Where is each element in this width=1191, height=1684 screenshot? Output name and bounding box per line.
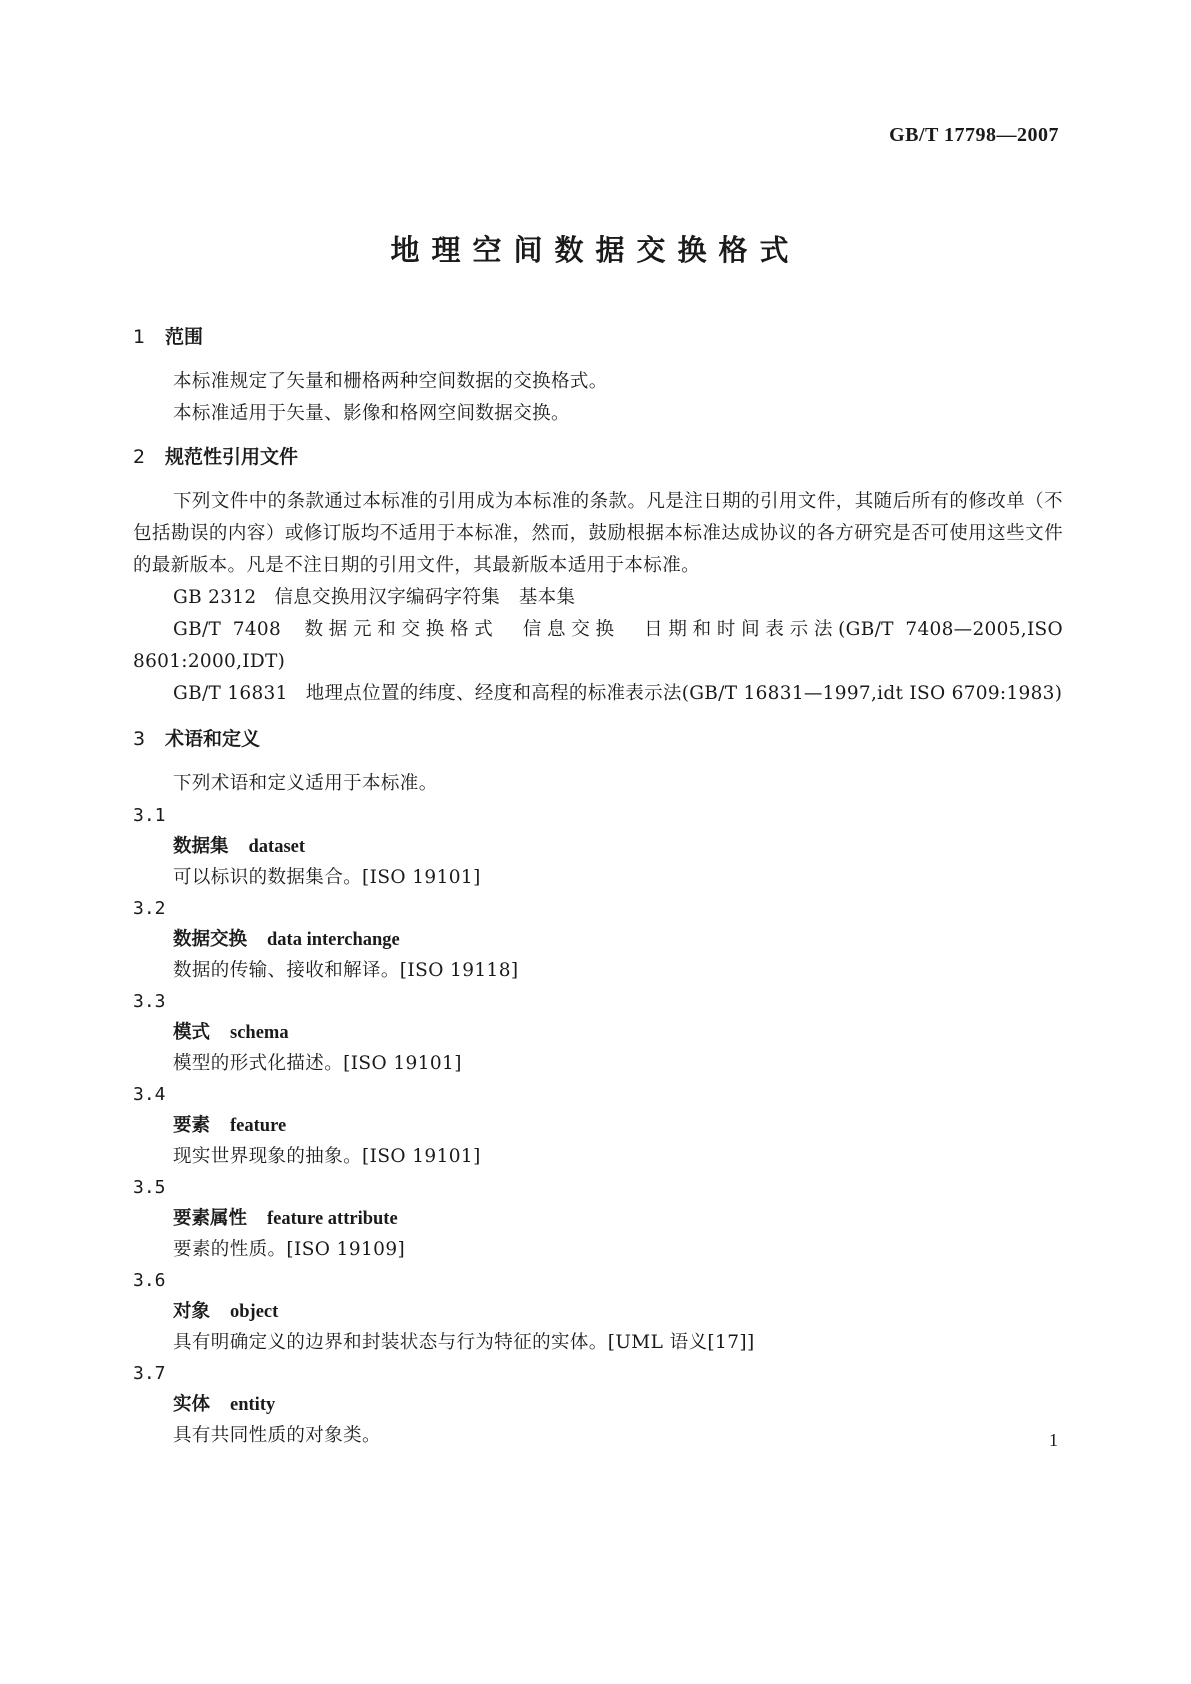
term-name xyxy=(133,1110,1063,1141)
term-name-en: feature xyxy=(230,1116,287,1136)
term-name xyxy=(133,924,1063,955)
term-number: 3.5 xyxy=(133,1177,166,1198)
paragraph: 本标准规定了矢量和栅格两种空间数据的交换格式。 xyxy=(173,371,608,392)
reference-code: GB/T 16831 xyxy=(173,683,288,704)
term-name-zh: 数据交换 xyxy=(173,929,248,950)
term-name-zh: 要素 xyxy=(173,1115,211,1136)
term-name xyxy=(133,1296,1063,1327)
term-definition: 现实世界现象的抽象。[ISO 19101] xyxy=(173,1146,481,1167)
term-definition: 数据的传输、接收和解译。[ISO 19118] xyxy=(173,960,519,981)
reference-title: 数据元和交换格式 信息交换 日期和时间表示法(GB/T 7408—2005,ISO 8601:2000,IDT) xyxy=(133,619,1063,672)
term-definition: 模型的形式化描述。[ISO 19101] xyxy=(173,1053,462,1074)
section-number: 1 xyxy=(133,326,146,348)
term-name xyxy=(133,1203,1063,1234)
term-name-en: feature attribute xyxy=(267,1209,398,1229)
reference-list xyxy=(133,582,1063,710)
reference-code: GB/T 7408 xyxy=(173,619,282,640)
term-number: 3.7 xyxy=(133,1363,166,1384)
term-name-zh: 要素属性 xyxy=(173,1208,248,1229)
section-number: 2 xyxy=(133,446,146,468)
section-title: 术语和定义 xyxy=(165,728,261,750)
term-name-en: object xyxy=(230,1302,279,1322)
section-title: 规范性引用文件 xyxy=(165,446,299,468)
reference-code: GB 2312 xyxy=(173,587,257,608)
reference-item xyxy=(133,614,1063,678)
term-definition: 要素的性质。[ISO 19109] xyxy=(173,1239,406,1260)
reference-item xyxy=(133,582,1063,614)
section-number: 3 xyxy=(133,728,146,750)
term-definition: 具有明确定义的边界和封装状态与行为特征的实体。[UML 语义[17]] xyxy=(173,1332,755,1353)
term-name-en: schema xyxy=(230,1023,289,1043)
section-heading-scope xyxy=(133,322,1063,352)
page-number: 1 xyxy=(1049,1430,1058,1450)
section-heading-terms xyxy=(133,724,1063,754)
term-number: 3.2 xyxy=(133,898,166,919)
term-name-zh: 对象 xyxy=(173,1301,211,1322)
term-name-en: entity xyxy=(230,1395,276,1415)
paragraph: 下列术语和定义适用于本标准。 xyxy=(173,773,438,794)
term-number: 3.1 xyxy=(133,805,166,826)
paragraph: 本标准适用于矢量、影像和格网空间数据交换。 xyxy=(173,403,570,424)
term-number: 3.6 xyxy=(133,1270,166,1291)
paragraph: 下列文件中的条款通过本标准的引用成为本标准的条款。凡是注日期的引用文件，其随后所有的修改单（不包括勘误的内容）或修订版均不适用于本标准，然而，鼓励根据本标准达成协议的各方研究是否可使用这些文件的最新版本。凡是不注日期的引用文件，其最新版本适用于本标准。 xyxy=(133,491,1063,576)
term-name-zh: 模式 xyxy=(173,1022,211,1043)
term-name-en: dataset xyxy=(248,837,306,857)
term-definition: 具有共同性质的对象类。 xyxy=(173,1425,381,1446)
document-title: 地理空间数据交换格式 xyxy=(390,233,801,267)
term-number: 3.4 xyxy=(133,1084,166,1105)
term-name-zh: 数据集 xyxy=(173,836,229,857)
term-name xyxy=(133,831,1063,862)
term-number: 3.3 xyxy=(133,991,166,1012)
term-name xyxy=(133,1017,1063,1048)
term-name xyxy=(133,1389,1063,1420)
document-body xyxy=(133,322,1063,1451)
section-title: 范围 xyxy=(165,326,204,348)
term-definition: 可以标识的数据集合。[ISO 19101] xyxy=(173,867,481,888)
reference-title: 信息交换用汉字编码字符集 基本集 xyxy=(274,587,576,608)
section-heading-normative-refs xyxy=(133,442,1063,472)
term-name-zh: 实体 xyxy=(173,1394,211,1415)
reference-title: 地理点位置的纬度、经度和高程的标准表示法(GB/T 16831—1997,idt ISO 6709:1983) xyxy=(305,683,1063,704)
term-name-en: data interchange xyxy=(267,930,400,950)
reference-item xyxy=(133,678,1063,710)
standard-code: GB/T 17798—2007 xyxy=(889,124,1059,146)
